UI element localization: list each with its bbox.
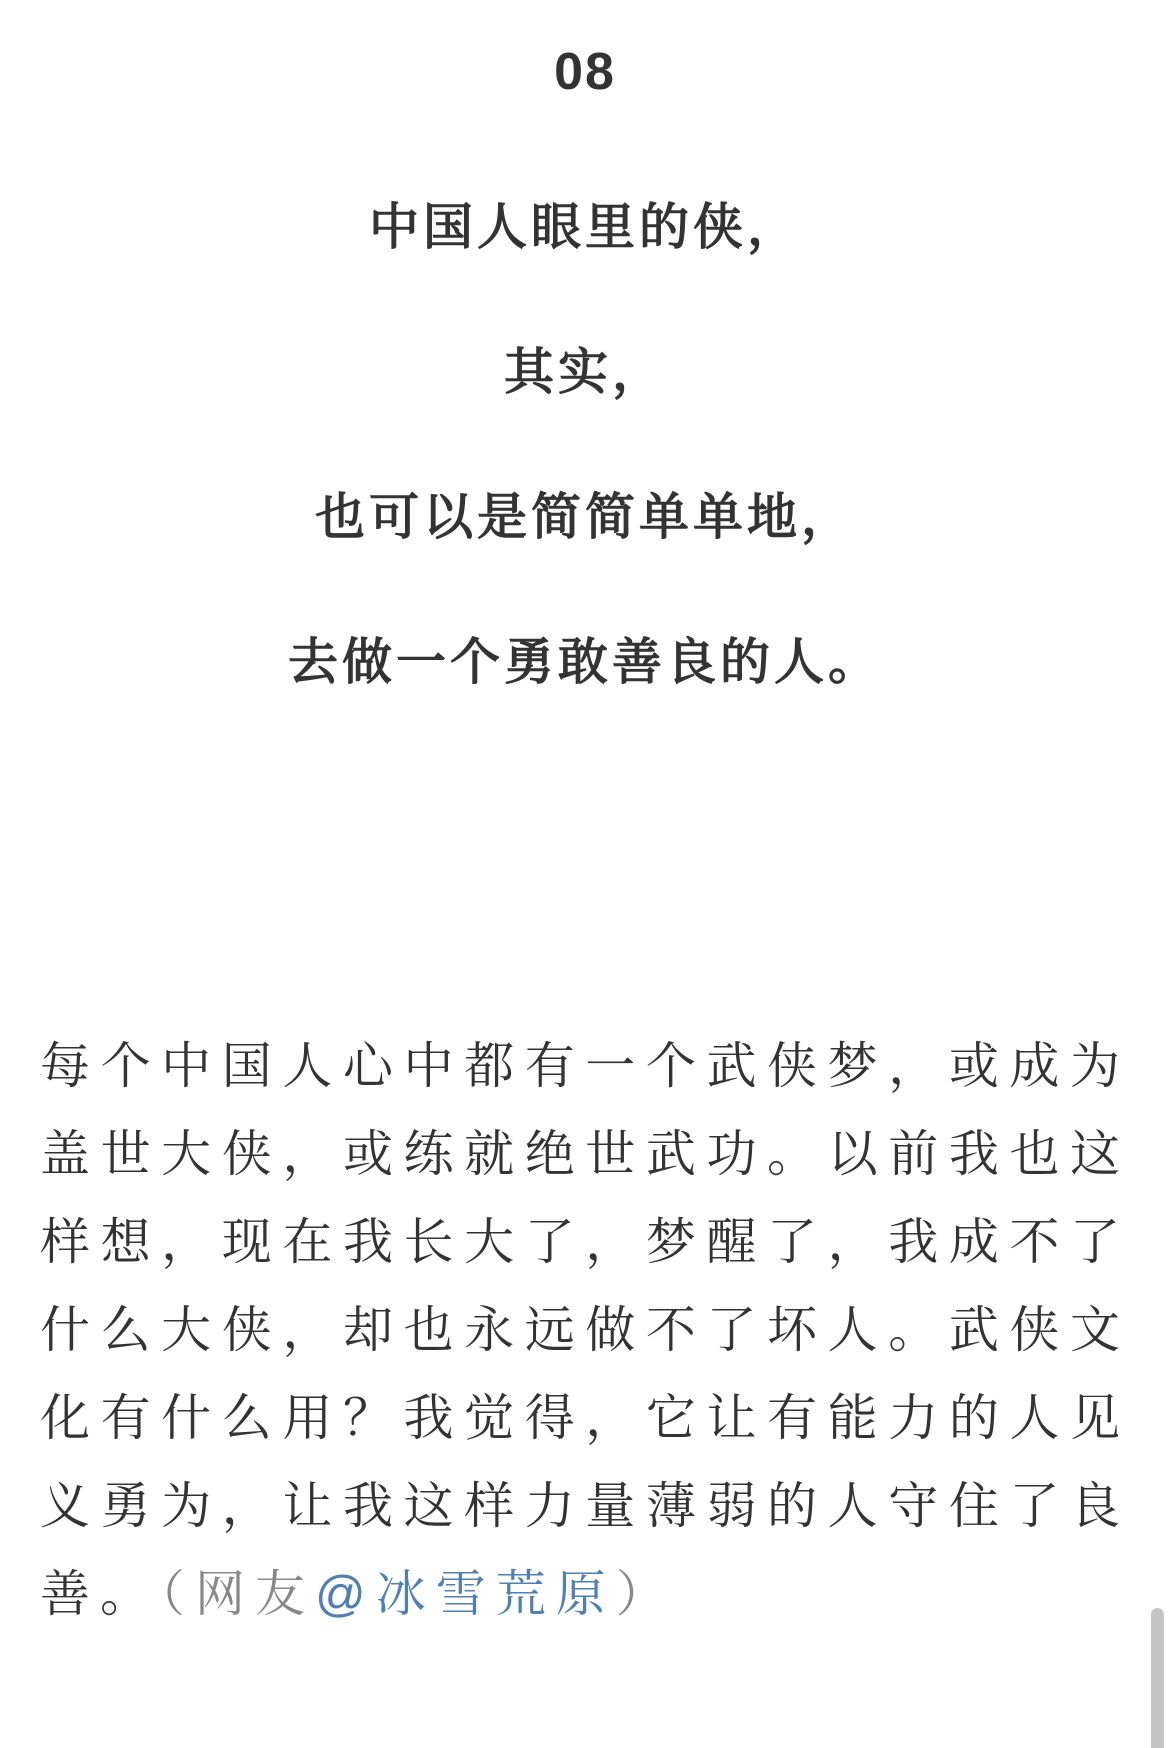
section-number: 08: [554, 43, 616, 101]
paragraph-line: 义勇为，让我这样力量薄弱的人守住了良: [40, 1478, 1130, 1534]
paren-open: （: [160, 1566, 195, 1622]
paragraph-line: 每个中国人心中都有一个武侠梦，或成为: [40, 1038, 1130, 1094]
heading-line-1: 中国人眼里的侠，: [369, 199, 801, 255]
source-label: 网友: [195, 1566, 315, 1622]
heading-line-2: 其实，: [504, 344, 666, 400]
heading-line-3: 也可以是简简单单地，: [315, 489, 855, 545]
heading-line-4: 去做一个勇敢善良的人。: [288, 634, 882, 690]
paragraph-line: 样想，现在我长大了，梦醒了，我成不了: [40, 1214, 1130, 1270]
article-content: [40, 0, 1130, 1638]
scrollbar-thumb[interactable]: [1151, 1608, 1164, 1748]
paragraph-last-line: [40, 1550, 1130, 1638]
paren-close: ）: [615, 1566, 676, 1622]
last-line-lead-text: 善。: [40, 1566, 160, 1622]
user-handle-link[interactable]: @冰雪荒原: [315, 1566, 616, 1622]
paragraph-line: 盖世大侠，或练就绝世武功。以前我也这: [40, 1126, 1130, 1182]
paragraph-line: 化有什么用？我觉得，它让有能力的人见: [40, 1390, 1130, 1446]
paragraph-line: 什么大侠，却也永远做不了坏人。武侠文: [40, 1302, 1130, 1358]
body-paragraph: [40, 1022, 1130, 1638]
